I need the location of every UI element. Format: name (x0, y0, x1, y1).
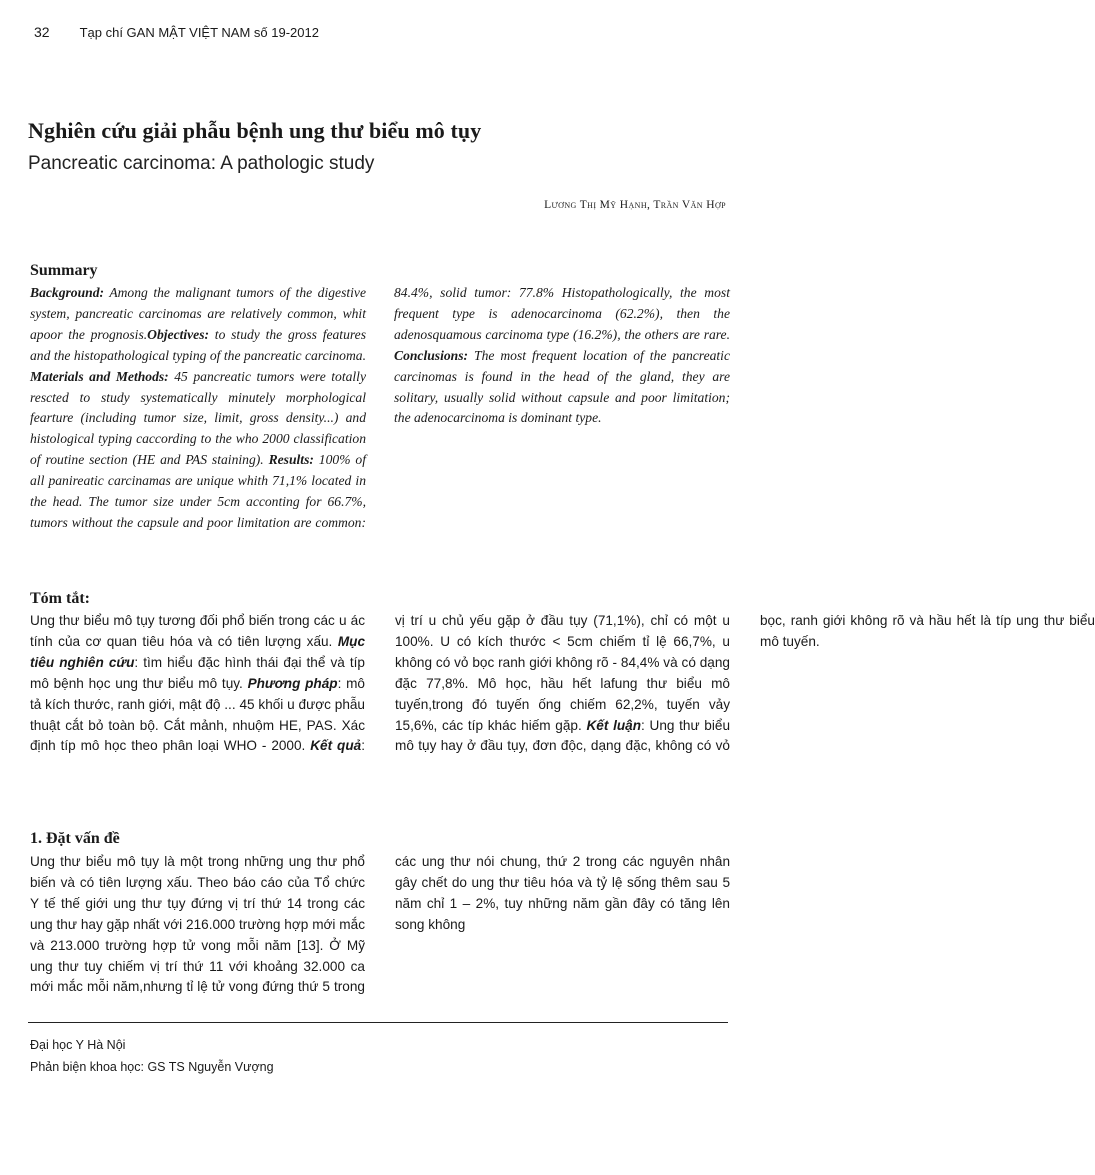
section-1-body (30, 852, 730, 999)
results-label: Results: (268, 452, 314, 468)
tomtat-intro: Ung thư biểu mô tụy tương đối phổ biến trong các u ác tính của cơ quan tiêu hóa và có tiên lượng xấu. (30, 613, 365, 649)
journal-name: Tạp chí GAN MẬT VIỆT NAM số 19-2012 (79, 25, 319, 40)
ketqua-text: : vị trí u chủ yếu gặp ở đầu tụy (71,1%), chỉ có một u 100%. U có kích thước < 5cm chiếm tỉ lệ 66,7%, u không có vỏ bọc ranh giới không rõ - 84,4% và có dạng đặc 77,8%. Mô học, hầu hết lafung thư biểu mô tuyến,trong đó tuyến ống chiếm 62,2%, tuyến vảy 15,6%, các típ khác hiếm gặp. (361, 613, 730, 754)
ketluan-label: Kết luận (586, 717, 642, 733)
article-title: Nghiên cứu giải phẫu bệnh ung thư biểu mô tụy (28, 118, 482, 143)
muctieu-label: Mục tiêu nghiên cứu (30, 633, 365, 670)
author-list: Lương Thị Mỹ Hạnh, Trần Văn Hợp (544, 199, 726, 211)
affiliation: Đại học Y Hà Nội (30, 1038, 126, 1052)
results-text: 100% of all panireatic carcinamas are unique whith 71,1% located in the head. The tumor size under 5cm acconting for 66.7%, tumors without the capsule and poor limitation are common: 84.4%, solid tumor: 77.8% Histopathologically, the most frequent type is adenocarcinoma (62.2%), then the adenosquamous carcinoma type (16.2%), the others are rare. (30, 285, 730, 530)
phuongphap-label: Phương pháp (247, 675, 338, 691)
methods-label: Materials and Methods: (30, 368, 169, 384)
section-1-heading: 1. Đặt vấn đề (30, 830, 120, 847)
summary-body (30, 283, 730, 537)
background-text: Among the malignant tumors of the digestive system, pancreatic carcinomas are relatively common, whit apoor the prognosis. (30, 285, 366, 342)
tomtat-body (30, 611, 1095, 761)
section-1-text: Ung thư biểu mô tụy là một trong những ung thư phổ biến và có tiên lượng xấu. Theo báo cáo của Tổ chức Y tế thế giới ung thư tụy đứng vị trí thứ 14 trong các ung thư hay gặp nhất với 216.000 trường hợp mới mắc và 213.000 trường hợp tử vong mỗi năm [13]. Ở Mỹ ung thư tuy chiếm vị trí thứ 11 với khoảng 32.000 ca mới mắc mỗi năm,nhưng tỉ lệ tử vong đứng thứ 5 trong các ung thư nói chung, thứ 2 trong các nguyên nhân gây chết do ung thư tiêu hóa và tỷ lệ sống thêm sau 5 năm chỉ 1 – 2%, tuy những năm gần đây có tăng lên song không (30, 854, 730, 995)
page-number: 32 (34, 24, 50, 40)
methods-text: 45 pancreatic tumors were totally rescted to study systematically minutely morphological fearture (including tumor size, limit, gross density...) and histological typing caccording to the who 2000 classification of routine section (HE and PAS staining). (30, 368, 366, 468)
conclusions-text: The most frequent location of the pancreatic carcinomas is found in the head of the gland, they are solitary, usually solid without capsule and poor limitation; the adenocarcinoma is dominant type. (394, 347, 730, 426)
objectives-label: Objectives: (147, 326, 210, 342)
ketluan-text: : Ung thư biểu mô tụy hay ở đầu tụy, đơn độc, dạng đặc, không có vỏ bọc, ranh giới không rõ và hầu hết là típ ung thư biểu mô tuyến. (395, 613, 1095, 754)
tomtat-heading: Tóm tắt: (30, 590, 90, 607)
reviewer: Phản biện khoa học: GS TS Nguyễn Vượng (30, 1060, 274, 1074)
summary-heading: Summary (30, 262, 98, 279)
muctieu-text: : tìm hiểu đặc hình thái đại thể và típ mô bệnh học ung thư biểu mô tụy. (30, 654, 365, 691)
footer-rule (28, 1022, 728, 1023)
background-label: Background: (30, 285, 105, 300)
running-head (34, 24, 319, 40)
conclusions-label: Conclusions: (394, 347, 469, 363)
phuongphap-text: : mô tả kích thước, ranh giới, mật độ ... 45 khối u được phẫu thuật cắt bỏ toàn bộ. Cắt mảnh, nhuộm HE, PAS. Xác định típ mô học theo phân loại WHO - 2000. (30, 675, 365, 754)
footer (30, 1034, 274, 1078)
article-subtitle: Pancreatic carcinoma: A pathologic study (28, 153, 375, 174)
objectives-text: to study the gross features and the histopathological typing of the pancreatic carcinoma. (30, 326, 366, 363)
ketqua-label: Kết quả (310, 738, 362, 754)
